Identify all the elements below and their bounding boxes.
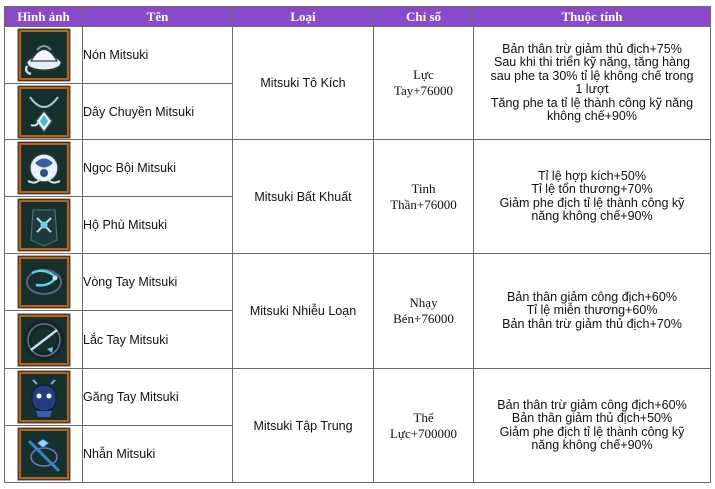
bangle-icon — [5, 311, 83, 369]
set-type: Mitsuki Tập Trung — [233, 369, 374, 483]
attribute-line: Sau khi thi triển kỹ năng, tăng hàng — [494, 55, 690, 69]
item-name: Găng Tay Mitsuki — [83, 369, 233, 426]
attribute-line: 1 lượt — [575, 82, 609, 96]
set-attributes — [474, 369, 711, 483]
ring-icon — [5, 426, 83, 483]
table-row — [5, 140, 711, 197]
item-name: Lắc Tay Mitsuki — [83, 311, 233, 369]
attribute-line: Bản thân giảm thủ địch+50% — [511, 411, 673, 425]
set-stat — [374, 369, 474, 483]
table-row — [5, 369, 711, 426]
stat-line: Tinh — [411, 180, 436, 196]
set-stat — [374, 254, 474, 369]
item-name: Vòng Tay Mitsuki — [83, 254, 233, 311]
set-type: Mitsuki Tô Kích — [233, 27, 374, 140]
stat-line: Nhạy — [409, 295, 438, 310]
item-name: Hộ Phù Mitsuki — [83, 197, 233, 254]
header-type: Loại — [233, 7, 374, 27]
stat-line: Thể — [413, 409, 434, 425]
header-row — [5, 7, 711, 27]
set-stat — [374, 27, 474, 140]
header-attr: Thuộc tính — [474, 7, 711, 27]
set-type: Mitsuki Bất Khuất — [233, 140, 374, 254]
header-stat: Chỉ số — [374, 7, 474, 27]
amulet-icon — [5, 197, 83, 254]
stat-line: Bén+76000 — [393, 311, 454, 326]
attribute-line: Tỉ lệ miễn thương+60% — [526, 303, 658, 318]
necklace-icon — [5, 84, 83, 140]
attribute-line: Giảm phe địch tỉ lệ thành công kỹ — [499, 424, 685, 439]
attribute-line: sau phe ta 30% tỉ lệ không chế trong — [490, 68, 694, 83]
table-row — [5, 27, 711, 84]
item-name: Ngọc Bội Mitsuki — [83, 140, 233, 197]
attribute-line: Giảm phe địch tỉ lệ thành công kỹ — [499, 195, 685, 210]
equipment-table — [4, 6, 711, 483]
stat-line: Lực — [413, 67, 434, 82]
table-row — [5, 254, 711, 311]
stat-line: Lực+700000 — [389, 425, 458, 441]
item-name: Nhẫn Mitsuki — [83, 426, 233, 483]
attribute-line: không chế+90% — [546, 109, 637, 123]
attribute-line: Tỉ lệ hợp kích+50% — [538, 168, 646, 183]
attribute-line: Bản thân giảm công địch+60% — [507, 289, 677, 304]
attribute-line: Bản thân trừ giảm công địch+60% — [497, 397, 687, 412]
item-name: Nón Mitsuki — [83, 27, 233, 84]
header-name: Tên — [83, 7, 233, 27]
attribute-line: Bản thân trừ giảm thủ địch+75% — [502, 41, 682, 56]
set-attributes — [474, 254, 711, 369]
jade-pendant-icon — [5, 140, 83, 197]
attribute-line: Bản thân trừ giảm thủ địch+70% — [502, 316, 682, 331]
attribute-line: Tăng phe ta tỉ lệ thành công kỹ năng — [490, 95, 694, 110]
set-stat — [374, 140, 474, 254]
set-attributes — [474, 27, 711, 140]
stat-line: Tay+76000 — [393, 83, 454, 98]
set-attributes — [474, 140, 711, 254]
attribute-line: năng không chế+90% — [531, 209, 653, 223]
set-type: Mitsuki Nhiễu Loạn — [233, 254, 374, 369]
bracelet-icon — [5, 254, 83, 311]
stat-line: Thần+76000 — [390, 196, 457, 212]
header-image: Hình ảnh — [5, 7, 83, 27]
attribute-line: năng không chế+90% — [531, 438, 653, 452]
item-name: Dây Chuyền Mitsuki — [83, 84, 233, 140]
attribute-line: Tỉ lệ tổn thương+70% — [531, 182, 653, 196]
glove-icon — [5, 369, 83, 426]
hat-icon — [5, 27, 83, 84]
